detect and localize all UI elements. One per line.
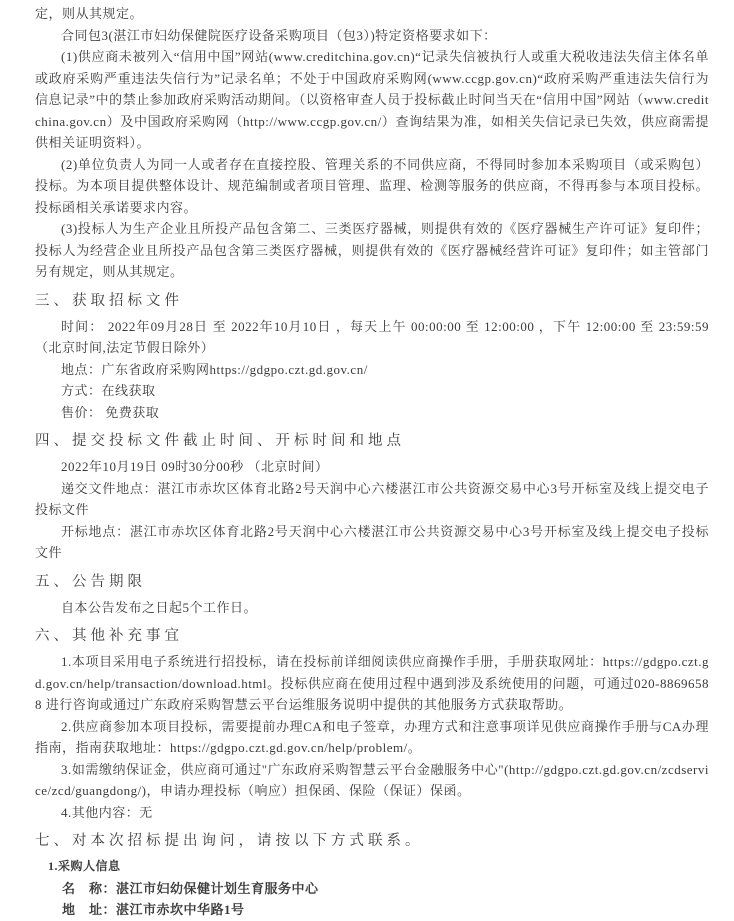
contact-line: 地 址：湛江市赤坎中华路1号	[62, 902, 245, 917]
section-heading: 四、提交投标文件截止时间、开标时间和地点	[35, 433, 405, 449]
section-heading: 七、对本次招标提出询问，请按以下方式联系。	[35, 833, 424, 849]
section-heading: 六、其他补充事宜	[35, 628, 183, 644]
sub-heading: 1.采购人信息	[48, 859, 121, 873]
paragraph: 3.如需缴纳保证金，供应商可通过"广东政府采购智慧云平台金融服务中心"(http://gdgpo.czt.gd.gov.cn/zcdservice/zcd/guangdong/)，申请办理投标（响应）担保函、保险（保证）保函。	[35, 761, 709, 798]
document-content	[35, 3, 709, 921]
paragraph: 4.其他内容：无	[61, 804, 153, 820]
paragraph: 方式：在线获取	[61, 383, 156, 398]
contact-line: 名 称：湛江市妇幼保健计划生育服务中心	[62, 880, 319, 896]
paragraph: (2)单位负责人为同一人或者存在直接控股、管理关系的不同供应商，不得同时参加本采购项目（或采购包）投标。为本项目提供整体设计、规范编制或者项目管理、监理、检测等服务的供应商，不得再参与本项目投标。投标函相关承诺要求内容。	[35, 156, 709, 215]
paragraph: 递交文件地点：湛江市赤坎区体育北路2号天润中心六楼湛江市公共资源交易中心3号开标室及线上提交电子投标文件	[35, 480, 709, 517]
paragraph: 自本公告发布之日起5个工作日。	[61, 599, 258, 615]
section-heading: 五、公告期限	[35, 573, 146, 590]
paragraph: 地点：广东省政府采购网https://gdgpo.czt.gd.gov.cn/	[61, 361, 368, 377]
paragraph: (1)供应商未被列入“信用中国”网站(www.creditchina.gov.cn)“记录失信被执行人或重大税收违法失信主体名单或政府采购严重违法失信行为”记录名单；不处于中国政府采购网(www.ccgp.gov.cn)“政府采购严重违法失信行为信息记录”中的禁止参加政府采购活动期间。（以资格审查人员于投标截止时间当天在“信用中国”网站（www.creditchina.gov.cn）及中国政府采购网（http://www.ccgp.gov.cn/）查询结果为准，如相关失信记录已失效，供应商需提供相关证明资料）。	[35, 49, 709, 150]
paragraph: 合同包3(湛江市妇幼保健院医疗设备采购项目（包3）)特定资格要求如下：	[61, 27, 497, 43]
paragraph: 2.供应商参加本项目投标，需要提前办理CA和电子签章，办理方式和注意事项详见供应商操作手册与CA办理指南，指南获取地址：https://gdgpo.czt.gd.gov.cn/help/problem/。	[35, 718, 709, 755]
section-heading: 三、获取招标文件	[35, 292, 183, 309]
paragraph: 1.本项目采用电子系统进行招投标，请在投标前详细阅读供应商操作手册，手册获取网址：https://gdgpo.czt.gd.gov.cn/help/transaction/download.html。投标供应商在使用过程中遇到涉及系统使用的问题，可通过020-88696588 进行咨询或通过广东政府采购智慧云平台运维服务说明中提供的其他服务方式获取帮助。	[35, 654, 709, 712]
paragraph: 时间： 2022年09月28日 至 2022年10月10日 ，每天上午 00:00:00 至 12:00:00 ，下午 12:00:00 至 23:59:59（北京时间,法定节假日除外）	[35, 318, 709, 355]
paragraph: 售价： 免费获取	[61, 404, 160, 420]
paragraph: 开标地点：湛江市赤坎区体育北路2号天润中心六楼湛江市公共资源交易中心3号开标室及线上提交电子投标文件	[35, 523, 709, 560]
paragraph-continuation: 定，则从其规定。	[35, 6, 144, 21]
paragraph: 2022年10月19日 09时30分00秒 （北京时间）	[61, 459, 329, 474]
paragraph: (3)投标人为生产企业且所投产品包含第二、三类医疗器械，则提供有效的《医疗器械生产许可证》复印件；投标人为经营企业且所投产品包含第三类医疗器械，则提供有效的《医疗器械经营许可证》复印件；如主管部门另有规定，则从其规定。	[35, 221, 709, 279]
